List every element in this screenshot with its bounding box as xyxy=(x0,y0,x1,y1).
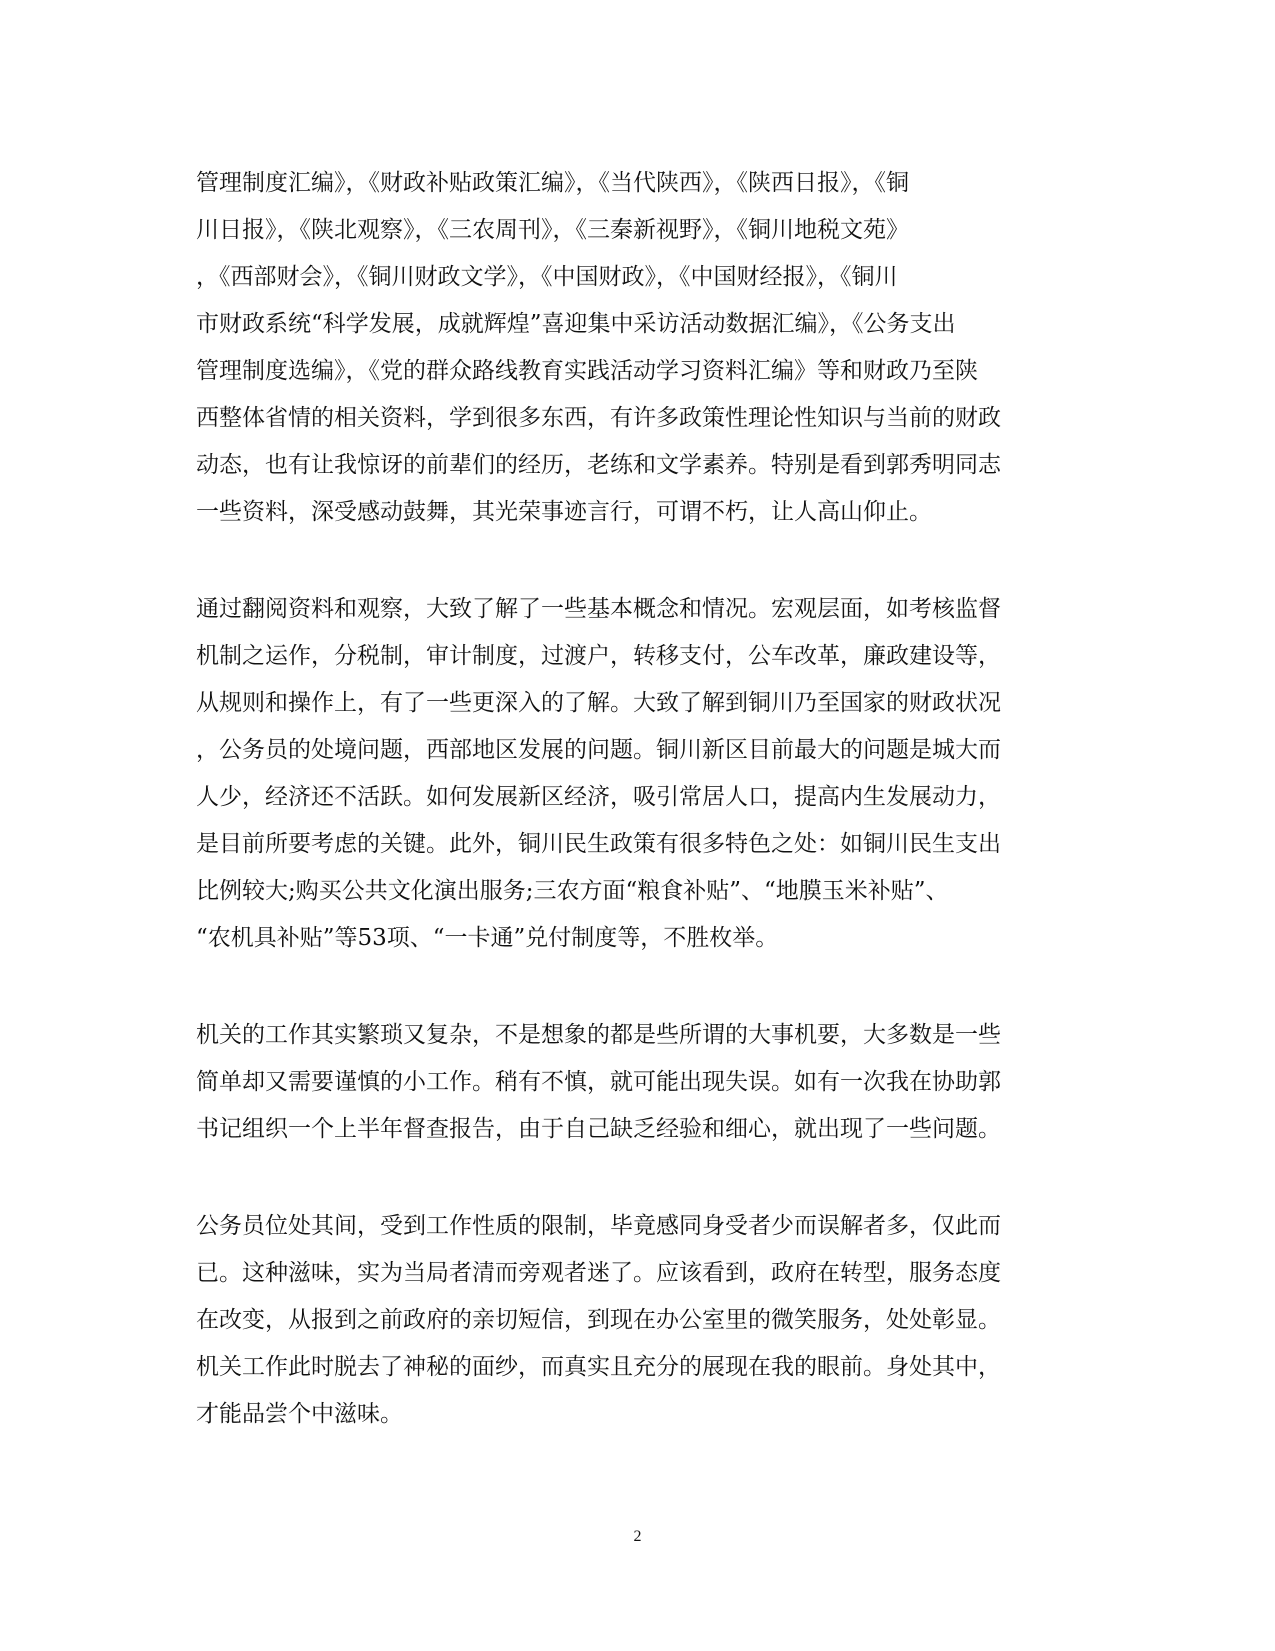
text-line: ，公务员的处境问题，西部地区发展的问题。铜川新区目前最大的问题是城大而 xyxy=(196,737,1001,763)
paragraph-1 xyxy=(196,160,1076,536)
text-line: 西整体省情的相关资料，学到很多东西，有许多政策性理论性知识与当前的财政 xyxy=(196,405,1001,431)
text-line: 动态，也有让我惊讶的前辈们的经历，老练和文学素养。特别是看到郭秀明同志 xyxy=(196,452,1001,478)
text-line: 比例较大;购买公共文化演出服务;三农方面“粮食补贴”、“地膜玉米补贴”、 xyxy=(196,878,949,904)
text-line: 管理制度选编》，《党的群众路线教育实践活动学习资料汇编》等和财政乃至陕 xyxy=(196,358,978,384)
text-line: 机关工作此时脱去了神秘的面纱，而真实且充分的展现在我的眼前。身处其中， xyxy=(196,1354,1001,1380)
text-line: 公务员位处其间，受到工作性质的限制，毕竟感同身受者少而误解者多，仅此而 xyxy=(196,1213,1001,1239)
text-line: 简单却又需要谨慎的小工作。稍有不慎，就可能出现失误。如有一次我在协助郭 xyxy=(196,1069,1001,1095)
paragraph-spacer xyxy=(196,536,1076,586)
text-line: 人少，经济还不活跃。如何发展新区经济，吸引常居人口，提高内生发展动力， xyxy=(196,784,1001,810)
paragraph-spacer xyxy=(196,1153,1076,1203)
text-line: 管理制度汇编》，《财政补贴政策汇编》，《当代陕西》，《陕西日报》，《铜 xyxy=(196,170,909,196)
text-line: 是目前所要考虑的关键。此外，铜川民生政策有很多特色之处：如铜川民生支出 xyxy=(196,831,1001,857)
page-number: 2 xyxy=(633,1528,642,1545)
paragraph-3 xyxy=(196,1012,1076,1153)
text-line: 在改变，从报到之前政府的亲切短信，到现在办公室里的微笑服务，处处彰显。 xyxy=(196,1307,1001,1333)
text-line: 一些资料，深受感动鼓舞，其光荣事迹言行，可谓不朽，让人高山仰止。 xyxy=(196,499,932,525)
text-line: 通过翻阅资料和观察，大致了解了一些基本概念和情况。宏观层面，如考核监督 xyxy=(196,596,1001,622)
text-line: 才能品尝个中滋味。 xyxy=(196,1401,403,1427)
text-line: ，《西部财会》，《铜川财政文学》，《中国财政》，《中国财经报》，《铜川 xyxy=(196,264,898,290)
paragraph-4 xyxy=(196,1203,1076,1438)
text-line: 书记组织一个上半年督查报告，由于自己缺乏经验和细心，就出现了一些问题。 xyxy=(196,1116,1001,1142)
body-text xyxy=(196,160,1076,1438)
text-line: 已。这种滋味，实为当局者清而旁观者迷了。应该看到，政府在转型，服务态度 xyxy=(196,1260,1001,1286)
text-line: 川日报》，《陕北观察》，《三农周刊》，《三秦新视野》，《铜川地税文苑》 xyxy=(196,217,909,243)
text-line: 机制之运作，分税制，审计制度，过渡户，转移支付，公车改革，廉政建设等， xyxy=(196,643,1001,669)
paragraph-2 xyxy=(196,586,1076,962)
text-line: 机关的工作其实繁琐又复杂，不是想象的都是些所谓的大事机要，大多数是一些 xyxy=(196,1022,1001,1048)
text-line: “农机具补贴”等53项、“一卡通”兑付制度等，不胜枚举。 xyxy=(196,925,779,951)
text-line: 从规则和操作上，有了一些更深入的了解。大致了解到铜川乃至国家的财政状况 xyxy=(196,690,1001,716)
paragraph-spacer xyxy=(196,962,1076,1012)
text-line: 市财政系统“科学发展，成就辉煌”喜迎集中采访活动数据汇编》，《公务支出 xyxy=(196,311,956,337)
